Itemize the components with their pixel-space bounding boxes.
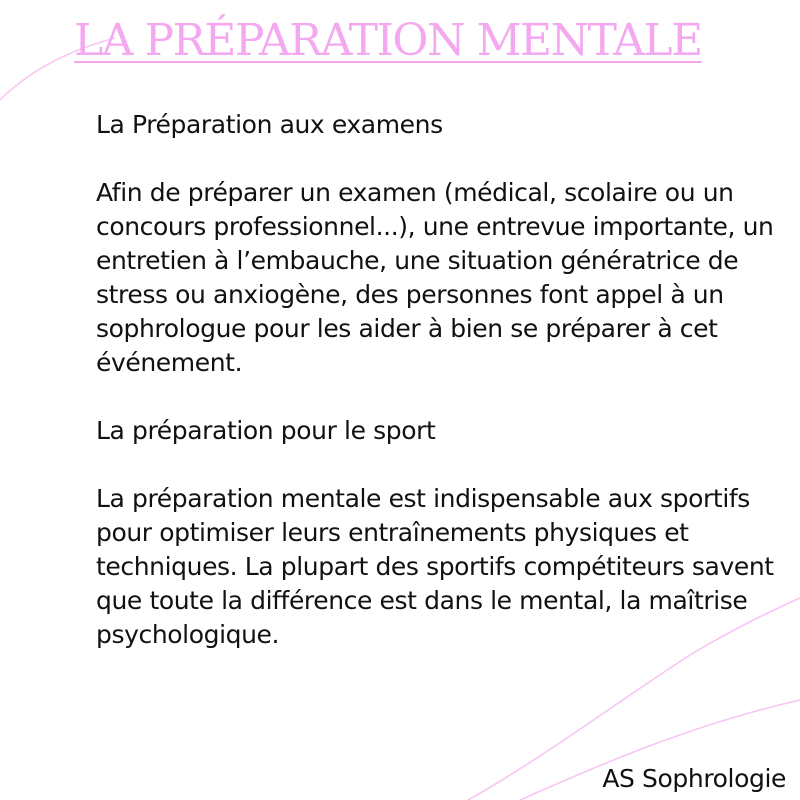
section-heading-exams: La Préparation aux examens <box>96 110 443 139</box>
brand-signature: AS Sophrologie <box>602 764 786 793</box>
section-heading-sport: La préparation pour le sport <box>96 416 436 445</box>
content-body <box>96 108 776 652</box>
section-text-sport: La préparation mentale est indispensable aux sportifs pour optimiser leurs entraînements physiques et techniques. La plupart des sportifs compétiteurs savent que toute la différence est dans le mental, la maîtrise psychologique. <box>96 484 774 649</box>
page-title: LA PRÉPARATION MENTALE <box>74 15 702 66</box>
section-text-exams: Afin de préparer un examen (médical, scolaire ou un concours professionnel...), une entrevue importante, un entretien à l’embauche, une situation génératrice de stress ou anxiogène, des personnes font appel à un sophrologue pour les aider à bien se préparer à cet événement. <box>96 178 774 377</box>
